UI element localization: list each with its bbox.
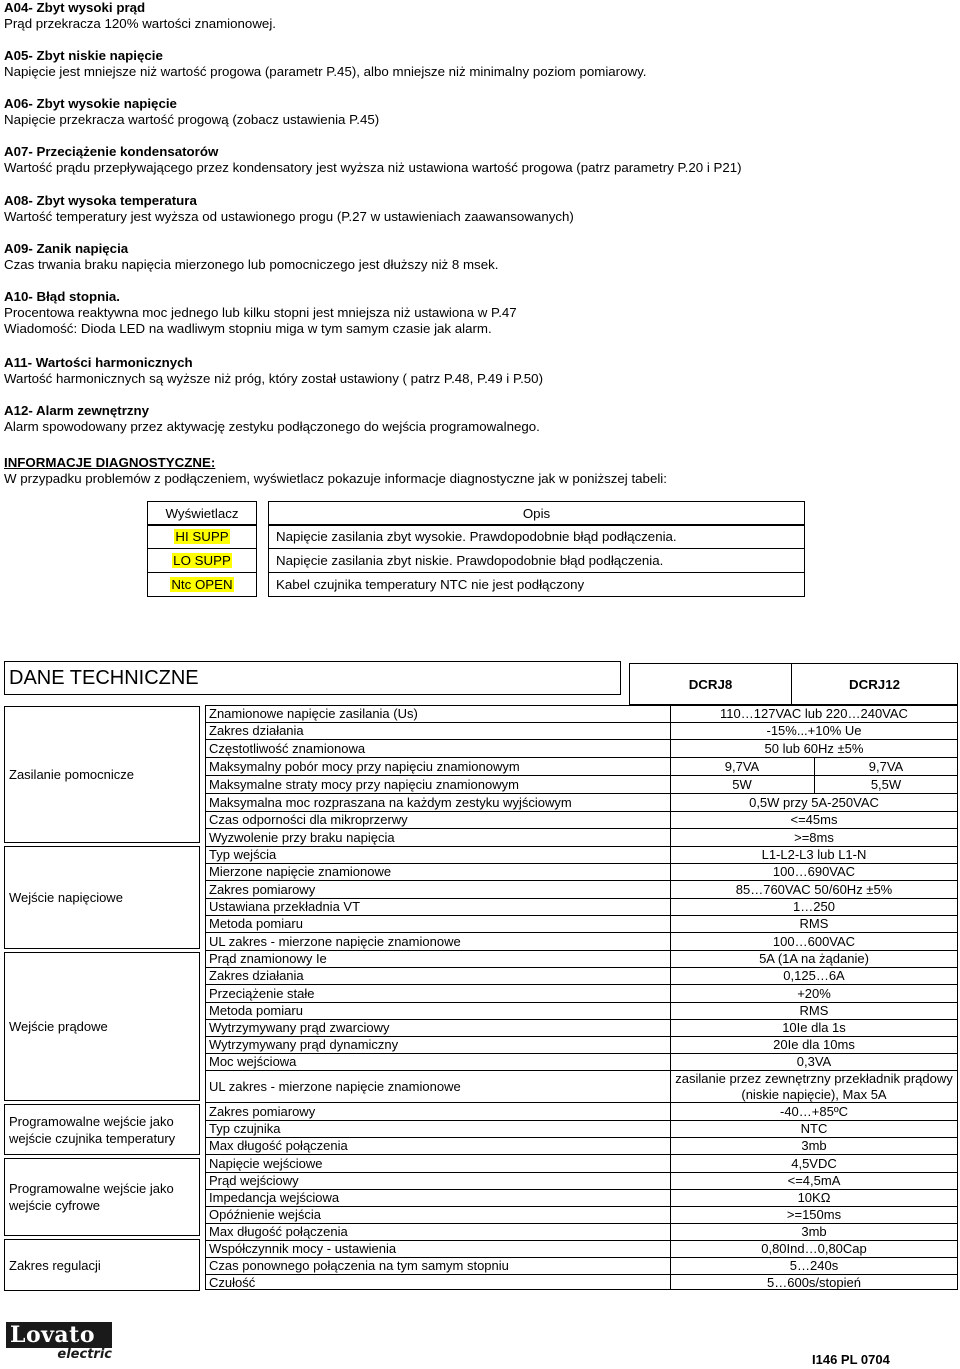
divider (268, 548, 805, 549)
alarm-desc: Wartość temperatury jest wyższa od ustawionego progu (P.27 w ustawieniach zaawansowanych) (4, 209, 574, 224)
param-value: >=150ms (786, 1207, 842, 1222)
param-value: 50 lub 60Hz ±5% (764, 741, 864, 756)
param-value: 0,3VA (796, 1054, 832, 1069)
alarm-title: A05- Zbyt niskie napięcie (4, 48, 163, 63)
diag-code-row (147, 552, 257, 569)
diag-desc-row: Napięcie zasilania zbyt niskie. Prawdopodobnie błąd podłączenia. (276, 553, 664, 568)
param-value: 20Ie dla 10ms (773, 1037, 855, 1052)
doc-code: I146 PL 0704 (812, 1352, 890, 1367)
param-label: UL zakres - mierzone napięcie znamionowe (209, 934, 461, 949)
param-value: 5…600s/stopień (767, 1275, 861, 1290)
param-label: Maksymalna moc rozpraszana na każdym zestyku wyjściowym (209, 795, 572, 810)
param-value: 5…240s (789, 1258, 839, 1273)
diag-header-desc-label: Opis (522, 505, 551, 521)
group-zakres-regulacji (4, 1239, 200, 1291)
alarm-a11 (4, 355, 543, 387)
param-value: 100…600VAC (772, 934, 856, 949)
logo-text-bottom: electric (57, 1347, 112, 1362)
group-label: Wejście prądowe (9, 1019, 108, 1034)
alarm-title: A12- Alarm zewnętrzny (4, 403, 150, 418)
param-value: RMS (799, 1003, 829, 1018)
alarm-title: A04- Zbyt wysoki prąd (4, 0, 146, 15)
diag-header-display-label: Wyświetlacz (165, 505, 239, 521)
diagnostics-table (147, 501, 805, 597)
logo-block (6, 1322, 112, 1348)
param-label: Zakres działania (209, 723, 304, 738)
param-value: +20% (797, 986, 831, 1001)
alarm-desc: Procentowa reaktywna moc jednego lub kilku stopni jest mniejsza niż ustawiona w P.47 (4, 305, 517, 320)
param-value: NTC (800, 1121, 828, 1136)
param-label: Wytrzymywany prąd dynamiczny (209, 1037, 399, 1052)
alarm-desc: Wartość prądu przepływającego przez kondensatory jest wyższa niż ustawiona wartość progowa (patrz parametry P.20 i P21) (4, 160, 742, 175)
group-zasilanie (4, 706, 200, 843)
param-value-dcrj12: 9,7VA (868, 759, 904, 774)
param-label: Zakres pomiarowy (209, 882, 316, 897)
alarm-desc: Alarm spowodowany przez aktywację zestyku podłączonego do wejścia programowalnego. (4, 419, 540, 434)
diag-desc-row: Napięcie zasilania zbyt wysokie. Prawdopodobnie błąd podłączenia. (276, 529, 677, 544)
divider (147, 548, 257, 549)
group-wejscie-pradowe (4, 952, 200, 1101)
param-value: 3mb (801, 1224, 827, 1239)
param-value: <=4,5mA (787, 1173, 841, 1188)
diag-code-row (147, 576, 257, 593)
group-label: Programowalne wejście jako wejście czujnika temperatury (9, 1113, 176, 1146)
param-value: 1…250 (793, 899, 835, 914)
group-wejscie-temperatury (4, 1104, 200, 1155)
alarm-a10 (4, 289, 517, 337)
param-label: Prąd wejściowy (209, 1173, 299, 1188)
param-value: 100…690VAC (772, 864, 856, 879)
diagnostics-intro: W przypadku problemów z podłączeniem, wyświetlacz pokazuje informacje diagnostyczne jak w poniższej tabeli: (4, 471, 667, 486)
param-value: 0,80Ind…0,80Cap (761, 1241, 867, 1256)
param-value-dcrj8: 5W (732, 777, 752, 792)
param-label: Przeciążenie stałe (209, 986, 315, 1001)
tech-col-dcrj8-label: DCRJ8 (688, 676, 733, 692)
divider (268, 572, 805, 573)
lovato-logo (6, 1322, 112, 1362)
param-value: 4,5VDC (791, 1156, 837, 1171)
param-value-dcrj8: 9,7VA (724, 759, 760, 774)
alarm-title: A08- Zbyt wysoka temperatura (4, 193, 197, 208)
diag-header-desc (268, 501, 805, 525)
diag-code: LO SUPP (173, 553, 231, 568)
diag-code-row (147, 528, 257, 545)
diagnostics-section (4, 455, 667, 487)
param-label: Metoda pomiaru (209, 1003, 303, 1018)
alarm-title: A09- Zanik napięcia (4, 241, 129, 256)
param-value: <=45ms (790, 812, 838, 827)
param-value: 0,5W przy 5A-250VAC (749, 795, 879, 810)
param-value: -40…+85ºC (780, 1104, 848, 1119)
alarm-desc: Czas trwania braku napięcia mierzonego lub pomocniczego jest dłuższy niż 8 msek. (4, 257, 499, 272)
param-label: Prąd znamionowy Ie (209, 951, 327, 966)
param-label: Maksymalne straty mocy przy napięciu znamionowym (209, 777, 519, 792)
diag-code: HI SUPP (175, 529, 229, 544)
alarm-desc-note: Wiadomość: Dioda LED na wadliwym stopniu miga w tym samym czasie jak alarm. (4, 321, 492, 336)
param-label: Zakres pomiarowy (209, 1104, 316, 1119)
diag-code: Ntc OPEN (171, 577, 233, 592)
param-label: Ustawiana przekładnia VT (209, 899, 361, 914)
divider (147, 572, 257, 573)
param-label: Wytrzymywany prąd zwarciowy (209, 1020, 390, 1035)
param-value: 3mb (801, 1138, 827, 1153)
tech-col-dcrj12-label: DCRJ12 (849, 676, 900, 692)
param-value: 110…127VAC lub 220…240VAC (720, 706, 908, 721)
alarm-a09 (4, 241, 498, 273)
param-label: Typ wejścia (209, 847, 277, 862)
param-label: Wyzwolenie przy braku napięcia (209, 830, 395, 845)
diagnostics-heading: INFORMACJE DIAGNOSTYCZNE: (4, 455, 216, 470)
param-value: zasilanie przez zewnętrzny przekładnik prądowy (675, 1071, 953, 1086)
param-label: Impedancja wejściowa (209, 1190, 340, 1205)
logo-text-top: Lovato (10, 1322, 96, 1348)
alarm-title: A10- Błąd stopnia. (4, 289, 120, 304)
tech-col-dcrj8 (629, 663, 792, 705)
param-value: -15%...+10% Ue (766, 723, 862, 738)
tech-title: DANE TECHNICZNE (9, 667, 199, 689)
alarm-a05 (4, 48, 646, 80)
param-value: RMS (799, 916, 829, 931)
group-wejscie-napieciowe (4, 846, 200, 949)
tech-col-dcrj12 (791, 663, 958, 705)
param-label: Znamionowe napięcie zasilania (Us) (209, 706, 418, 721)
group-label: Programowalne wejście jako wejście cyfrowe (9, 1181, 174, 1213)
alarm-desc: Wartość harmonicznych są wyższe niż próg, który został ustawiony ( patrz P.48, P.49 i P.50) (4, 371, 544, 386)
alarm-desc: Napięcie jest mniejsze niż wartość progowa (parametr P.45), albo mniejsze niż minimalny poziom pomiarowy. (4, 64, 647, 79)
group-label: Zakres regulacji (9, 1257, 101, 1273)
param-label: Współczynnik mocy - ustawienia (209, 1241, 397, 1256)
param-value: 85…760VAC 50/60Hz ±5% (735, 882, 893, 897)
param-label: Metoda pomiaru (209, 916, 303, 931)
diag-header-display (147, 501, 257, 525)
param-value-line2: (niskie napięcie), Max 5A (741, 1087, 887, 1102)
param-label: Maksymalny pobór mocy przy napięciu znamionowym (209, 759, 520, 774)
group-label: Wejście napięciowe (9, 890, 123, 905)
param-value: 10KΩ (797, 1190, 831, 1205)
param-label: Mierzone napięcie znamionowe (209, 864, 392, 879)
param-label: Moc wejściowa (209, 1054, 297, 1069)
param-label: Czas ponownego połączenia na tym samym stopniu (209, 1258, 509, 1273)
param-value-dcrj12: 5,5W (870, 777, 902, 792)
param-label: Max długość połączenia (209, 1138, 348, 1153)
alarm-a06 (4, 96, 379, 128)
param-label: Opóźnienie wejścia (209, 1207, 322, 1222)
param-label: Czas odporności dla mikroprzerwy (209, 812, 408, 827)
param-label: Napięcie wejściowe (209, 1156, 323, 1171)
alarm-desc: Prąd przekracza 120% wartości znamionowej. (4, 16, 276, 31)
alarm-a12 (4, 403, 540, 435)
logo-sub (6, 1348, 112, 1362)
param-value: >=8ms (794, 830, 834, 845)
alarm-a08 (4, 193, 574, 225)
param-value: 10Ie dla 1s (782, 1020, 846, 1035)
alarm-a07 (4, 144, 742, 176)
alarm-title: A06- Zbyt wysokie napięcie (4, 96, 177, 111)
param-label: Max długość połączenia (209, 1224, 348, 1239)
diag-desc-row: Kabel czujnika temperatury NTC nie jest podłączony (276, 577, 585, 592)
tech-title-box (4, 661, 621, 695)
param-label: Zakres działania (209, 968, 304, 983)
group-label: Zasilanie pomocnicze (9, 767, 135, 782)
param-label: UL zakres - mierzone napięcie znamionowe (209, 1079, 461, 1094)
alarm-title: A07- Przeciążenie kondensatorów (4, 144, 219, 159)
group-wejscie-cyfrowe (4, 1158, 200, 1236)
param-label: Czułość (209, 1275, 256, 1290)
param-value: L1-L2-L3 lub L1-N (761, 847, 867, 862)
param-value: 0,125…6A (783, 968, 845, 983)
alarm-a04 (4, 0, 276, 32)
alarm-desc: Napięcie przekracza wartość progową (zobacz ustawienia P.45) (4, 112, 380, 127)
param-label: Typ czujnika (209, 1121, 281, 1136)
alarm-title: A11- Wartości harmonicznych (4, 355, 193, 370)
param-value: 5A (1A na żądanie) (759, 951, 869, 966)
param-label: Częstotliwość znamionowa (209, 741, 366, 756)
